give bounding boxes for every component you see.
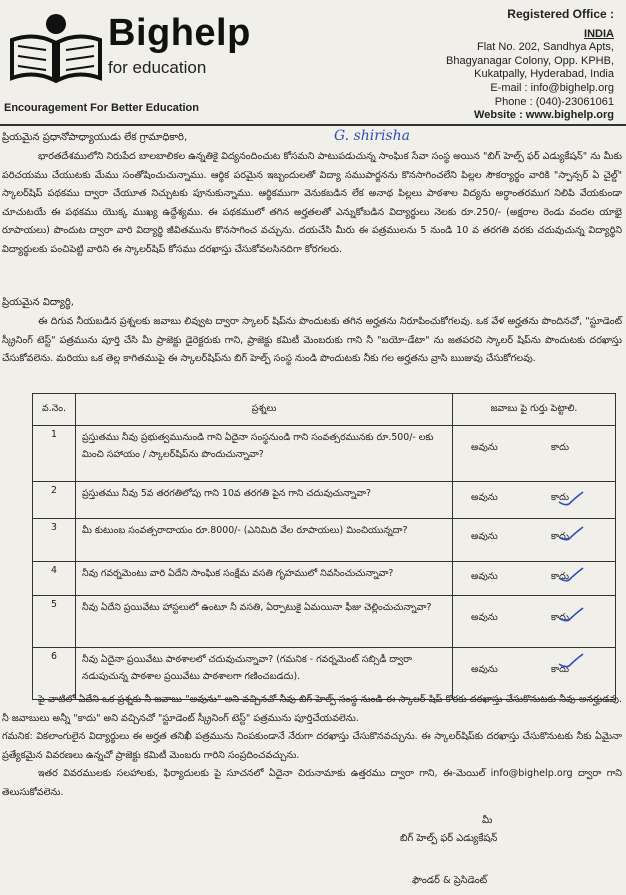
closing-yours: మీ	[482, 815, 493, 826]
row-number: 6	[33, 648, 76, 700]
row-number: 1	[33, 426, 76, 482]
brand-name: Bighelp	[108, 12, 251, 54]
table-row	[33, 562, 616, 596]
check-mark-icon	[557, 652, 585, 670]
no-option[interactable]: కాదు	[551, 531, 569, 542]
yes-option[interactable]: అవును	[471, 664, 498, 675]
no-option[interactable]: కాదు	[551, 571, 569, 582]
closing-designation: ఫౌండర్ & ప్రెసిడెంట్	[412, 875, 488, 886]
office-website: Website : www.bighelp.org	[474, 109, 614, 122]
row-question: ప్రస్తుతము నీవు ప్రభుత్వమునుండి గాని ఏదైనా సంస్థనుండి గాని సంవత్సరమునకు రూ.500/- లకు మించి సహాయం / స్కాలర్‌షిప్‌ను పొందుచున్నావా?	[76, 426, 453, 482]
yes-option[interactable]: అవును	[471, 442, 498, 453]
yes-option[interactable]: అవును	[471, 531, 498, 542]
salutation-student: ప్రియమైన విద్యార్థి,	[2, 297, 74, 308]
contact-note: ఇతర వివరములకు సలహాలకు, ఫిర్యాదులకు పై సూచనలో ఏదైనా చిరునామాకు ఉత్తరము ద్వారా గాని, ఈ-మెయిల్ info@bighelp.org ద్వారా గాని తెలుసుకోవలెను.	[2, 768, 622, 798]
closing-organization: బిగ్ హెల్ప్ ఫర్ ఎడ్యుకేషన్	[400, 833, 498, 844]
row-question: నీవు గవర్నమెంటు వారి ఏదేని సాంఘిక సంక్షేమ వసతి గృహములో నివసించుచున్నావా?	[76, 562, 453, 596]
no-option[interactable]: కాదు	[551, 612, 569, 623]
brand-subtitle: for education	[108, 58, 207, 77]
office-country: INDIA	[584, 27, 614, 40]
instructions-paragraph: ఈ దిగువ నీయబడిన ప్రశ్నలకు జవాబు లివ్వుట ద్వారా స్కాలర్ షిప్‌ను పొందుటకు తగిన అర్హతను నిరూపించుకోగలవు. ఒక వేళ అర్హతను పొందినచో, "స్టూడెంట్ స్క్రీనింగ్ టెస్ట్" పత్రమును పూర్తి చేసి మీ ప్రాజెక్టు డైరెక్టరుకు గాని, ప్రాజెక్టు కమిటీ మెంబరుకు గాని నీ "బయో-డేటా" ను జతపరచి స్కాలర్ షిప్‌ను పొందుటకు దరఖాస్తు చేసుకోవలెను. మరియు ఒక తెల్ల కాగితముపై ఈ స్కాలర్‌షిప్‌ను బిగ్ హెల్ప్ సంస్థ నుండి పొందుటకు నీకు గల అర్హతను వ్రాసి ఋజువు చేసుకోగలవు.	[2, 316, 622, 365]
no-option[interactable]: కాదు	[551, 664, 569, 675]
table-row	[33, 519, 616, 562]
table-row	[33, 426, 616, 482]
row-answer[interactable]	[453, 519, 616, 562]
disability-note: గమనిక: వికలాంగులైన విద్యార్థులు ఈ అర్హత తనిఖీ పత్రమును నింపకుండానే నేరుగా దరఖాస్తు చేసుకొనవచ్చును. ఈ స్కాలర్‌షిప్‌కు దరఖాస్తు చేసుకొనుటకు నీకు ఏమైనా ప్రత్యేకమైన వివరణలు ఉన్నచో ప్రాజెక్టు కమిటీ మెంబరు గారిని సంప్రదించవచ్చును.	[2, 731, 622, 761]
check-mark-icon	[557, 525, 585, 543]
office-line: Bhagyanagar Colony, Opp. KPHB,	[446, 54, 614, 67]
no-option[interactable]: కాదు	[551, 442, 569, 453]
office-phone: Phone : (040)-23061061	[494, 95, 614, 108]
check-mark-icon	[557, 566, 585, 584]
row-answer[interactable]	[453, 482, 616, 519]
office-email: E-mail : info@bighelp.org	[490, 81, 614, 94]
yes-option[interactable]: అవును	[471, 612, 498, 623]
yes-option[interactable]: అవును	[471, 492, 498, 503]
yes-option[interactable]: అవును	[471, 571, 498, 582]
row-number: 2	[33, 482, 76, 519]
handwritten-name: G. shirisha	[334, 128, 410, 144]
row-number: 3	[33, 519, 76, 562]
no-option[interactable]: కాదు	[551, 492, 569, 503]
office-line: Kukatpally, Hyderabad, India	[474, 68, 614, 81]
office-line: Flat No. 202, Sandhya Apts,	[477, 41, 614, 54]
table-header-row	[33, 394, 616, 426]
header-answer: జవాబు పై గుర్తు పెట్టాలి.	[453, 394, 616, 426]
row-number: 4	[33, 562, 76, 596]
book-reader-logo-icon	[8, 6, 104, 86]
table-row	[33, 596, 616, 648]
header-serial: వ.నెం.	[33, 394, 76, 426]
row-answer[interactable]	[453, 596, 616, 648]
header-questions: ప్రశ్నలు	[76, 394, 453, 426]
row-question: నీవు ఏదేని ప్రయివేటు హాస్టలులో ఉంటూ నీ వసతి, ఏర్పాటుకై ఏమయినా ఫీజు చెల్లించుచున్నావా?	[76, 596, 453, 648]
row-question: ప్రస్తుతము నీవు 5వ తరగతిలోపు గాని 10వ తరగతి పైన గాని చదువుచున్నావా?	[76, 482, 453, 519]
intro-paragraph: భారతదేశములోని నిరుపేద బాలబాలికల ఉన్నతికై విద్యనందించుట కోసమని పాటుపడుచున్న సాంఘిక సేవా సంస్థ అయిన "బిగ్ హెల్ప్ ఫర్ ఎడ్యుకేషన్" ను మీకు పరిచయము చేయుటకు మేము సంతోషించుచున్నాము. ఆర్థిక పరమైన ఇబ్బందులతో విద్యా సముపార్జనను కొనసాగించలేని పిల్లల సౌకర్యార్థం వారికి "స్పాన్సర్ ఏ చైల్డ్" స్కాలర్‌షిప్ పథకము ద్వారా చేయూత నిచ్చుటకు పూనుకున్నాము. ఆర్థికముగా వెనుకబడిన లేక అనాథ పిల్లలు పాఠశాల విద్యను అర్ధాంతరముగ నిలిపి వేయకుండా చూచుటయే ఈ పథకము యొక్క ముఖ్య ఉద్దేశ్యము. ఈ పథకములో తగిన అర్హతలతో ఎన్నుకోబడిన విద్యార్థులు నెలకు రూ.250/- (అక్షరాల రెండు వందల యాభై రూపాయలు) పొందుట ద్వారా వారి విద్యార్థి జీవితమును కొనసాగించ వచ్చును. దయచేసి మీరు ఈ పత్రములను 5 నుండి 10 వ తరగతి వరకు చదువుచున్న విద్యార్థిని విద్యార్థులకు పంచిపెట్టి వారిని ఈ స్కాలర్‌షిప్ కోసము దరఖాస్తు చేసుకోవలసినదిగా కోరగలరు.	[2, 151, 622, 255]
registered-office-block	[354, 8, 614, 123]
row-question: నీవు ఏదైనా ప్రయివేటు పాఠశాలలో చదువుచున్నావా? (గమనిక - గవర్నమెంట్ సబ్సిడీ ద్వారా నడుపుచున్న పాఠశాల ప్రయివేటు పాఠశాలగా గణించబడదు).	[76, 648, 453, 700]
check-mark-icon	[557, 490, 585, 508]
tagline: Encouragement For Better Education	[4, 102, 199, 114]
header-divider	[0, 124, 626, 126]
eligibility-table	[32, 393, 616, 700]
eligibility-note: పై వాటిలో ఏదేని ఒక ప్రశ్నకు నీ జవాబు "అవును" అని వచ్చినచో నీవు బిగ్ హెల్ప్ సంస్థ నుండి ఈ స్కాలర్ షిప్ కొరకు దరఖాస్తు చేసుకొనుటకు నీవు అనర్హుడవు. నీ జవాబులు అన్నీ "కాదు" అని వచ్చినచో "స్టూడెంట్ స్క్రీనింగ్ టెస్ట్" పత్రమును పూర్తిచేయవలెను.	[2, 694, 622, 724]
check-mark-icon	[557, 606, 585, 624]
row-question: మీ కుటుంబ సంవత్సరాదాయం రూ.8000/- (ఎనిమిది వేల రూపాయలు) మించియున్నదా?	[76, 519, 453, 562]
salutation-headmaster: ప్రియమైన ప్రధానోపాధ్యాయుడు లేక గ్రామాధికారి,	[2, 132, 188, 143]
row-answer[interactable]	[453, 562, 616, 596]
table-row	[33, 482, 616, 519]
row-number: 5	[33, 596, 76, 648]
row-answer[interactable]	[453, 426, 616, 482]
office-title: Registered Office :	[507, 7, 614, 21]
